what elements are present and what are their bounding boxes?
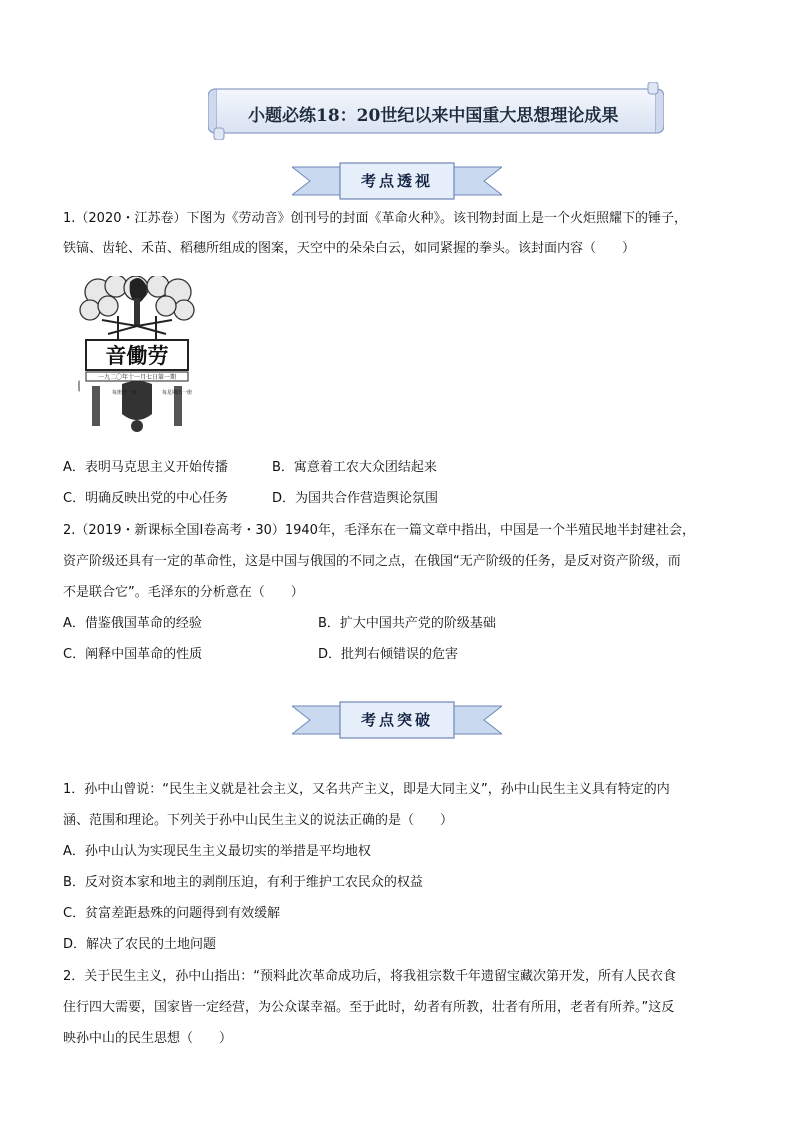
q1-option-c[interactable]: C．明确反映出党的中心任务 [63,491,229,506]
q1-option-b[interactable]: B．寓意着工农大众团结起来 [272,460,437,475]
p1-option-a[interactable]: A．孙中山认为实现民生主义最切实的举措是平均地权 [63,844,371,859]
q2-stem-line-2: 资产阶级还具有一定的革命性，这是中国与俄国的不同之点，在俄国“无产阶级的任务，是反对资产阶级，而 [63,554,681,569]
p2-stem-line-1: 2．关于民生主义，孙中山指出：“预料此次革命成功后，将我祖宗数千年遗留宝藏次第开发，所有人民衣食 [63,969,677,984]
cover-date-line: 一九二〇年十一月七日第一期 [97,374,177,381]
q1-stem-line-2: 铁镐、齿轮、禾苗、稻穗所组成的图案，天空中的朵朵白云，如同紧握的拳头。该封面内容（ ） [63,241,636,256]
page-title: 小题必练18：20世纪以来中国重大思想理论成果 [248,106,619,126]
q2-stem-line-1: 2.（2019・新课标全国Ⅰ卷高考・30）1940年，毛泽东在一篇文章中指出，中国是一个半殖民地半封建社会， [63,523,695,538]
q1-option-a[interactable]: A．表明马克思主义开始传播 [63,460,228,475]
q1-option-d[interactable]: D．为国共合作营造舆论氛围 [272,491,439,506]
p1-option-c[interactable]: C．贫富差距悬殊的问题得到有效缓解 [63,906,281,921]
q2-option-c[interactable]: C．阐释中国革命的性质 [63,647,203,662]
p2-stem-line-2: 住行四大需要，国家皆一定经营，为公众谋幸福。至于此时，幼者有所教，壮者有所用，老者有所养。”这反 [63,1000,675,1015]
p1-stem-line-1: 1．孙中山曾说：“民生主义就是社会主义，又名共产主义，即是大同主义”，孙中山民生主义具有特定的内 [63,782,670,797]
torch-icon [130,278,147,326]
q2-option-a[interactable]: A．借鉴俄国革命的经验 [63,616,202,631]
cover-masthead: 音働劳 [105,343,169,368]
q2-stem-line-3: 不是联合它”。毛泽东的分析意在（ ） [63,585,304,600]
section-label-1: 考点透视 [360,172,433,190]
q2-option-b[interactable]: B．扩大中国共产党的阶级基础 [318,616,496,631]
journal-cover-image [78,276,196,436]
q1-stem-line-1: 1.（2020・江苏卷）下图为《劳动音》创刊号的封面《革命火种》。该刊物封面上是一个火炬照耀下的锤子， [63,211,687,226]
cover-side-left: 每册洋一角 [112,390,138,396]
q2-option-d[interactable]: D．批判右倾错误的危害 [318,647,459,662]
p1-option-b[interactable]: B．反对资本家和地主的剥削压迫，有利于维护工农民众的权益 [63,875,423,890]
cover-side-right: 每星期出一册 [162,390,193,396]
p1-option-d[interactable]: D．解决了农民的土地问题 [63,937,217,952]
p2-stem-line-3: 映孙中山的民生思想（ ） [63,1031,233,1046]
section-label-2: 考点突破 [360,711,433,729]
p1-stem-line-2: 涵、范围和理论。下列关于孙中山民生主义的说法正确的是（ ） [63,813,454,828]
